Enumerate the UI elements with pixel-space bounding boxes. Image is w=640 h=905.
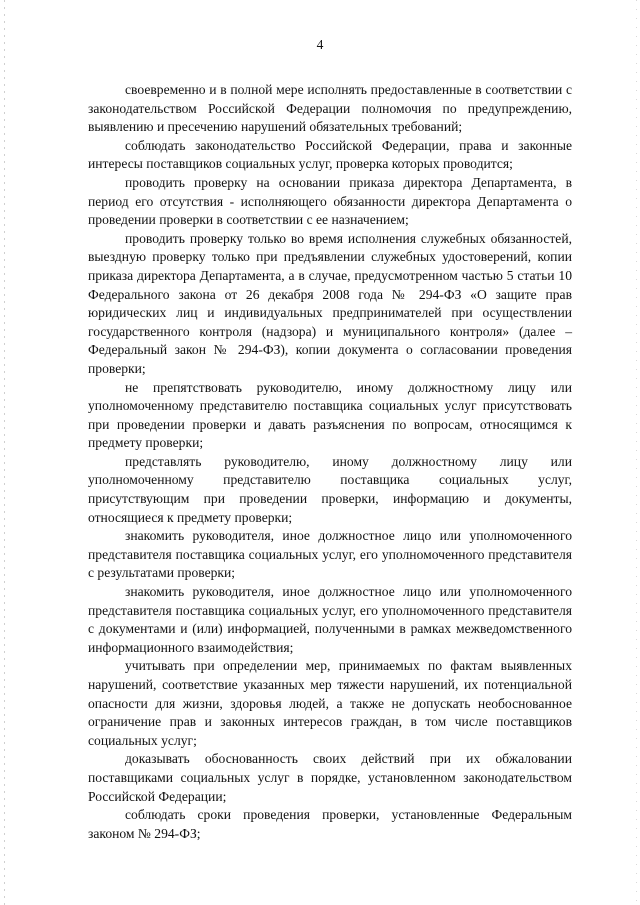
page-number: 4 <box>316 37 324 52</box>
scan-edge-left <box>4 0 5 905</box>
paragraph-3: проводить проверку на основании приказа директора Департамента, в период его отсутствия - исполняющего обязанности директора Департамента о проведении проверки в соответствии с ее назначением; <box>88 174 572 228</box>
paragraph-8: знакомить руководителя, иное должностное лицо или уполномоченного представителя поставщика социальных услуг, его уполномоченного представителя с документами и (или) информацией, полученными в рамках межведомственного информационного взаимодействия; <box>88 584 572 655</box>
paragraph-9: учитывать при определении мер, принимаемых по фактам выявленных нарушений, соответствие указанных мер тяжести нарушений, их потенциальной опасности для жизни, здоровья людей, а также не допускать необоснованное ограничение прав и законных интересов граждан, в том числе поставщиков социальных услуг; <box>88 658 572 748</box>
scan-edge-right <box>636 0 637 905</box>
paragraph-1: своевременно и в полной мере исполнять предоставленные в соответствии с законодательством Российской Федерации полномочия по предупреждению, выявлению и пресечению нарушений обязательных требований; <box>88 82 572 135</box>
paragraph-11: соблюдать сроки проведения проверки, установленные Федеральным законом № 294-ФЗ; <box>88 807 572 841</box>
paragraph-7: знакомить руководителя, иное должностное лицо или уполномоченного представителя поставщика социальных услуг, его уполномоченного представителя с результатами проверки; <box>88 528 572 581</box>
paragraph-10: доказывать обоснованность своих действий при их обжаловании поставщиками социальных услуг в порядке, установленном законодательством Российской Федерации; <box>88 751 572 804</box>
paragraph-4: проводить проверку только во время исполнения служебных обязанностей, выездную проверку только при предъявлении служебных удостоверений, копии приказа директора Департамента, а в случае, предусмотренном частью 5 статьи 10 Федерального закона от 26 декабря 2008 года № 294-ФЗ «О защите прав юридических лиц и индивидуальных предпринимателей при осуществлении государственного контроля (надзора) и муниципального контроля» (далее – Федеральный закон № 294-ФЗ), копии документа о согласовании проведения проверки; <box>88 230 572 376</box>
body-text <box>88 81 572 843</box>
paragraph-5: не препятствовать руководителю, иному должностному лицу или уполномоченному представителю поставщика социальных услуг присутствовать при проведении проверки и давать разъяснения по вопросам, относящимся к предмету проверки; <box>88 379 572 451</box>
paragraph-2: соблюдать законодательство Российской Федерации, права и законные интересы поставщиков социальных услуг, проверка которых проводится; <box>88 137 572 172</box>
paragraph-6: представлять руководителю, иному должностному лицу или уполномоченному представителю поставщика социальных услуг, присутствующим при проведении проверки, информацию и документы, относящиеся к предмету проверки; <box>88 453 572 525</box>
